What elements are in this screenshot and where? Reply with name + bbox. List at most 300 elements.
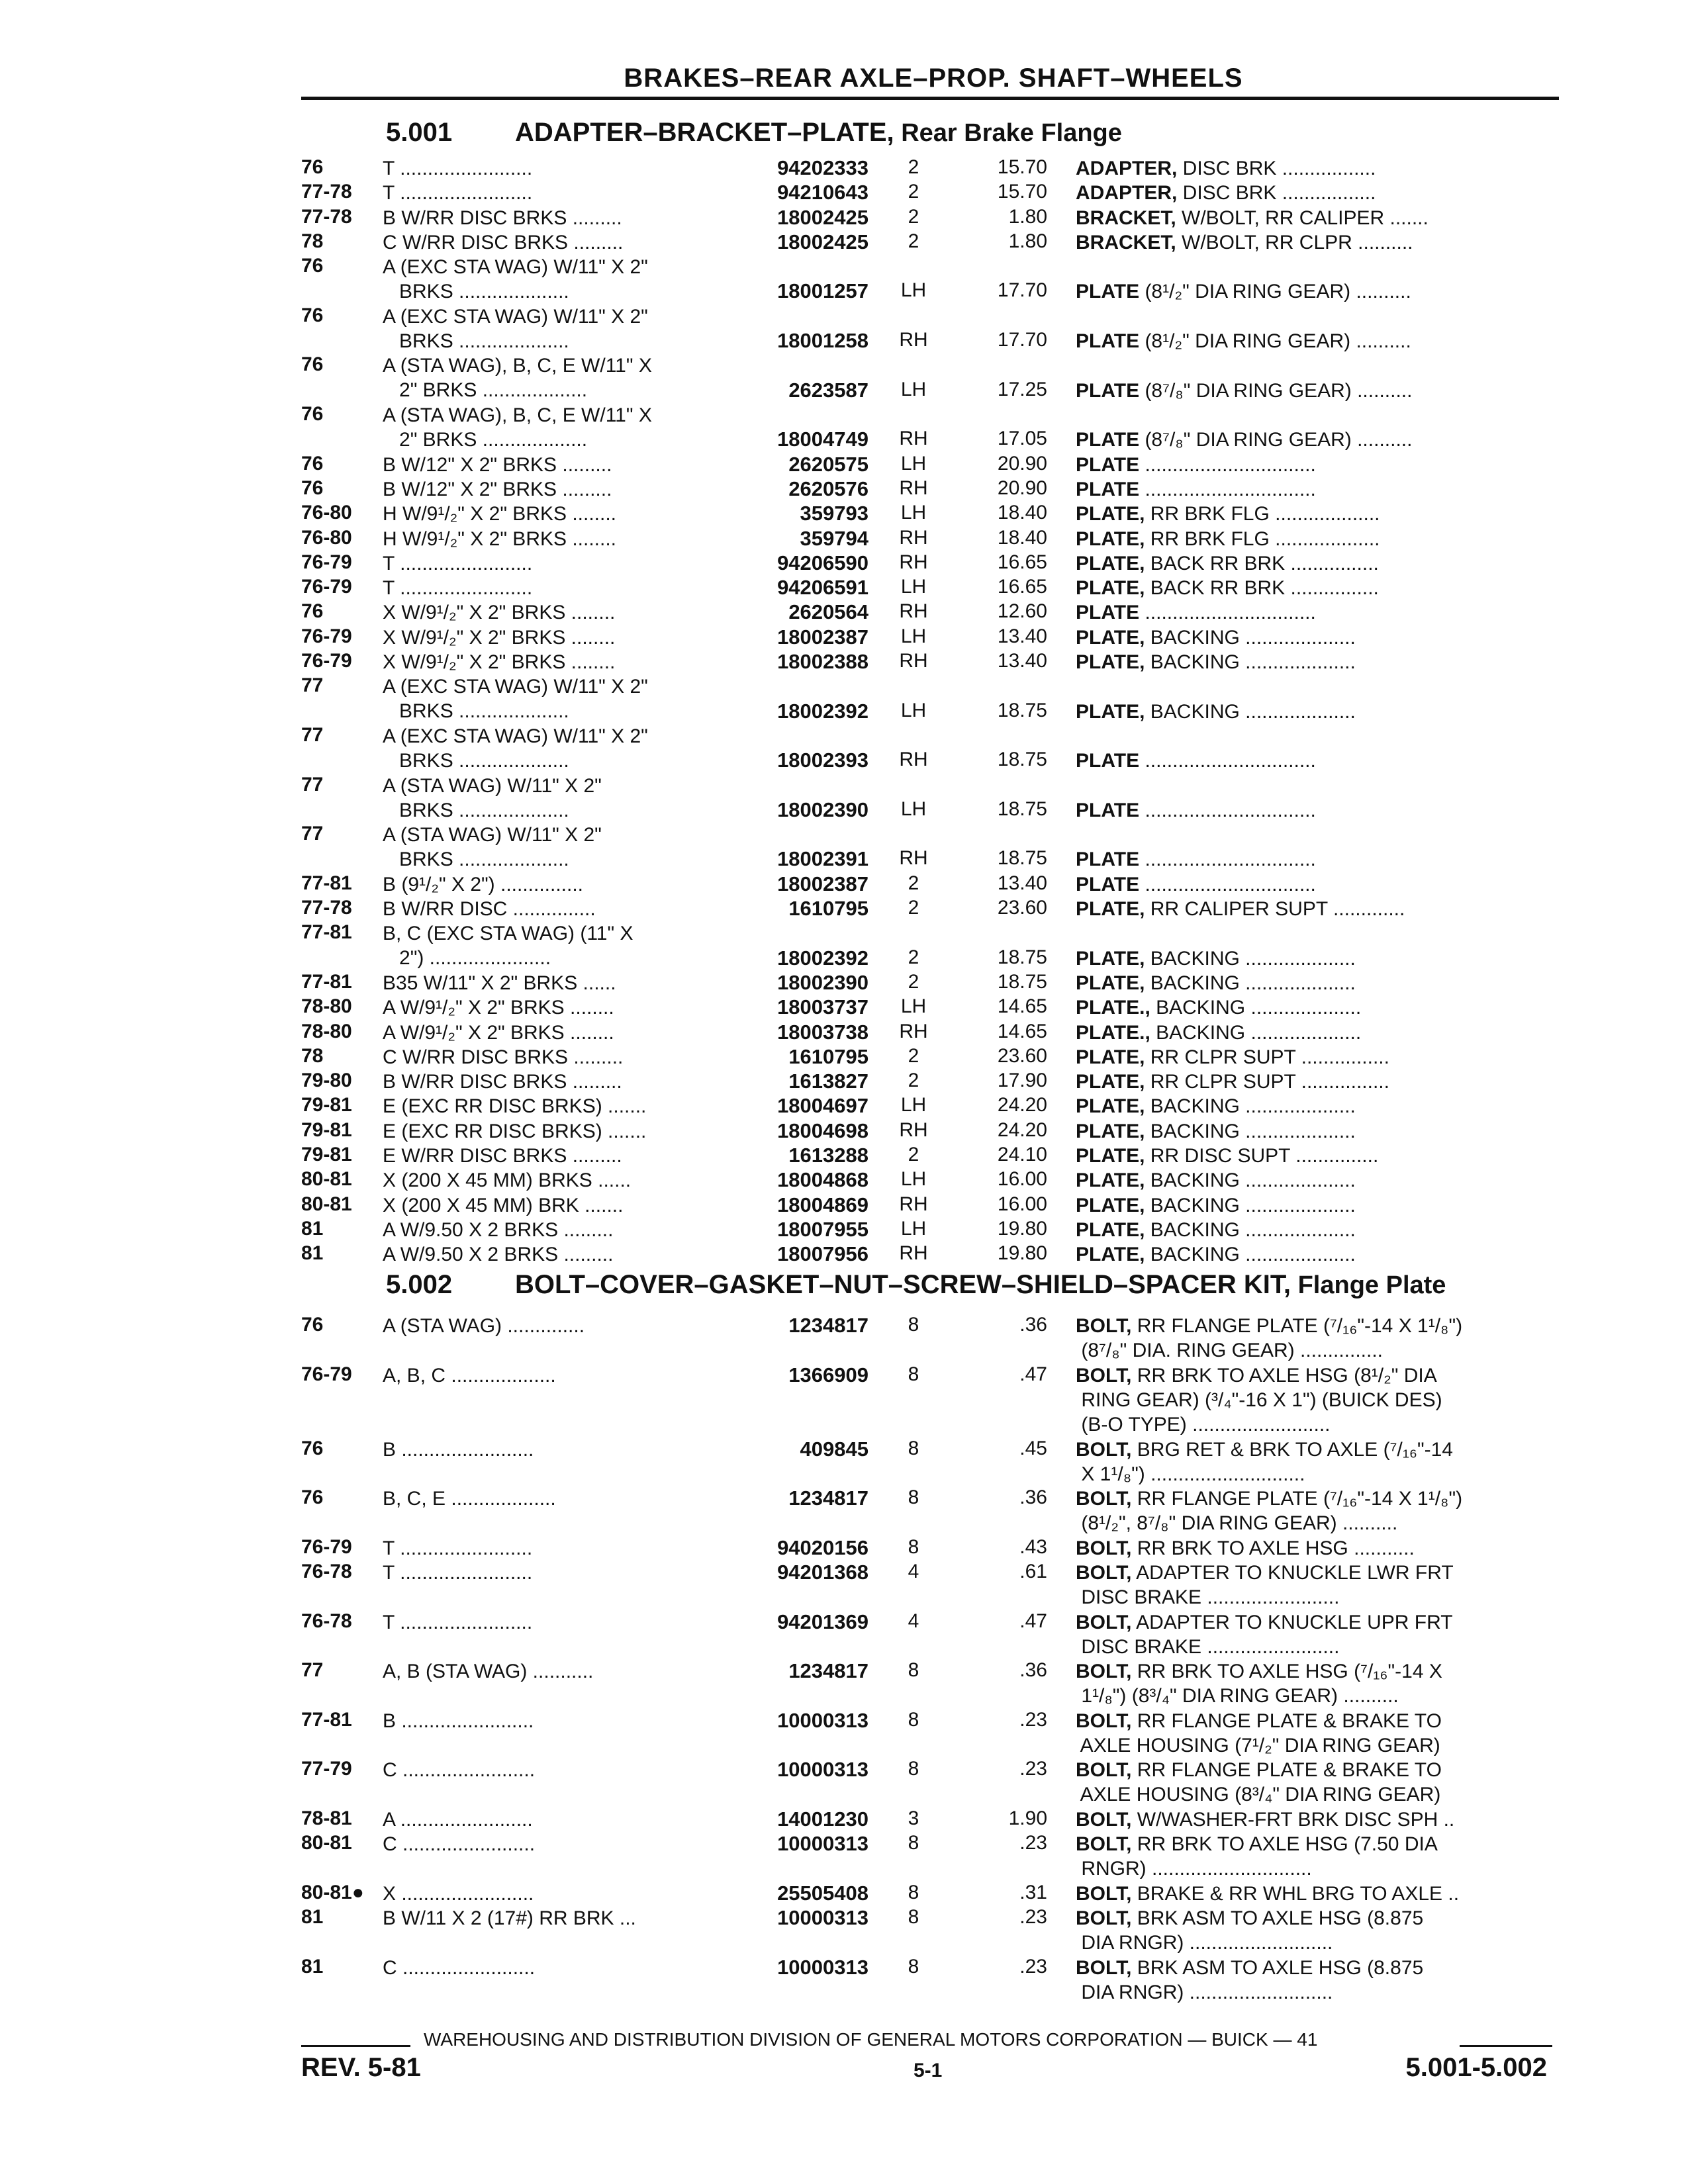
name-line [1076, 749, 1549, 773]
application-desc [383, 1314, 733, 1338]
section-heading [386, 1270, 1446, 1300]
model-year: 76 [301, 255, 324, 277]
model-year: 77-78 [301, 181, 352, 203]
name-detail: BACKING .................... [1145, 651, 1356, 673]
desc-line: C ........................ [383, 1759, 536, 1782]
table-row [0, 453, 1688, 477]
name-detail: AXLE HOUSING (8³/₄" DIA RING GEAR) [1076, 1784, 1441, 1806]
name-keyword: PLATE, [1076, 552, 1145, 574]
name-line [1076, 1906, 1549, 1931]
name-detail: W/WASHER-FRT BRK DISC SPH .. [1131, 1809, 1455, 1831]
name-detail: ............................... [1139, 799, 1316, 821]
table-row [0, 1363, 1688, 1437]
desc-line: E (EXC RR DISC BRKS) ....... [383, 1095, 647, 1118]
name-detail: BACKING .................... [1145, 1194, 1356, 1216]
part-number: 94206590 [777, 551, 868, 574]
name-keyword: PLATE [1076, 453, 1140, 476]
name-keyword: PLATE [1076, 750, 1140, 772]
name-line [1076, 1218, 1549, 1242]
name-keyword: BOLT, [1076, 1364, 1132, 1387]
name-detail: RR BRK TO AXLE HSG ........... [1131, 1537, 1415, 1559]
quantity: 8 [908, 1906, 919, 1929]
desc-line: A W/9¹/₂" X 2" BRKS ........ [383, 997, 614, 1019]
model-year: 77-78 [301, 897, 352, 919]
name-keyword: BOLT, [1076, 1611, 1132, 1633]
part-number: 18002425 [777, 230, 868, 253]
desc-line: A ........................ [383, 1809, 533, 1831]
application-desc [383, 823, 733, 872]
desc-line: X (200 X 45 MM) BRK ....... [383, 1194, 624, 1216]
desc-line: BRKS .................... [383, 330, 569, 352]
part-name [1076, 1144, 1549, 1168]
part-name [1076, 1021, 1549, 1045]
name-line [1076, 1069, 1549, 1094]
application-desc [383, 230, 733, 255]
model-year: 81 [301, 1906, 324, 1929]
part-name [1076, 576, 1549, 600]
quantity: RH [899, 1193, 928, 1215]
desc-line: B W/RR DISC ............... [383, 898, 596, 920]
quantity: LH [900, 797, 927, 820]
table-row [0, 1218, 1688, 1242]
price: 19.80 [997, 1217, 1047, 1240]
section-subtitle: Rear Brake Flange [894, 119, 1122, 147]
part-name [1076, 1119, 1549, 1144]
name-line [1076, 650, 1549, 674]
desc-line: X W/9¹/₂" X 2" BRKS ........ [383, 651, 616, 673]
model-year: 77-78 [301, 205, 352, 228]
model-year: 80-81 [301, 1168, 352, 1191]
name-detail: BRAKE & RR WHL BRG TO AXLE .. [1131, 1882, 1460, 1905]
price: .36 [1019, 1486, 1047, 1509]
name-line [1076, 1462, 1549, 1486]
table-row [0, 1486, 1688, 1536]
part-number: 18004698 [777, 1118, 868, 1142]
model-year: 78 [301, 1044, 324, 1067]
table-row [0, 1536, 1688, 1561]
desc-line: A (STA WAG), B, C, E W/11" X [383, 355, 652, 377]
application-desc [383, 1069, 733, 1094]
name-detail: DISC BRK ................. [1177, 158, 1376, 179]
price: .61 [1019, 1561, 1047, 1582]
quantity: RH [899, 847, 928, 870]
table-row [0, 1758, 1688, 1807]
name-detail: BACKING .................... [1145, 1095, 1356, 1118]
name-keyword: BOLT, [1076, 1809, 1132, 1831]
model-year: 79-81 [301, 1118, 352, 1141]
section-title: BOLT–COVER–GASKET–NUT–SCREW–SHIELD–SPACER KIT, [515, 1270, 1291, 1299]
part-name [1076, 1486, 1549, 1535]
part-number: 10000313 [777, 1906, 868, 1930]
quantity: RH [899, 650, 928, 672]
section-range: 5.001-5.002 [1405, 2053, 1547, 2082]
revision-label: REV. 5-81 [301, 2053, 421, 2082]
name-line [1076, 1758, 1549, 1782]
name-line [1076, 453, 1549, 477]
application-desc [383, 1168, 733, 1193]
table-row [0, 625, 1688, 650]
model-year: 76 [301, 403, 324, 425]
price: 23.60 [997, 1044, 1047, 1067]
application-desc [383, 304, 733, 353]
name-keyword: PLATE, [1076, 1194, 1145, 1216]
application-desc [383, 600, 733, 625]
part-number: 94201368 [777, 1561, 868, 1584]
quantity: RH [899, 1242, 928, 1265]
name-detail: ............................... [1139, 750, 1316, 772]
quantity: 8 [908, 1659, 919, 1682]
application-desc [383, 453, 733, 477]
name-keyword: PLATE [1076, 478, 1140, 500]
desc-line: B (9¹/₂" X 2") ............... [383, 873, 584, 895]
part-name [1076, 1536, 1549, 1561]
price: .47 [1019, 1610, 1047, 1632]
part-name [1076, 527, 1549, 551]
model-year: 80-81● [301, 1881, 364, 1903]
application-desc [383, 353, 733, 402]
application-desc [383, 1021, 733, 1045]
desc-line: 2") ...................... [383, 947, 551, 970]
name-detail: DIA RNGR) .......................... [1076, 1981, 1333, 2003]
desc-line: 2" BRKS ................... [383, 379, 588, 402]
application-desc [383, 477, 733, 502]
name-line [1076, 1045, 1549, 1069]
price: .23 [1019, 1708, 1047, 1731]
name-detail: BRK ASM TO AXLE HSG (8.875 [1131, 1956, 1424, 1979]
part-number: 94201369 [777, 1610, 868, 1633]
application-desc [383, 1758, 733, 1782]
price: 19.80 [997, 1242, 1047, 1265]
price: 13.40 [997, 625, 1047, 647]
desc-line: B W/RR DISC BRKS ......... [383, 206, 622, 229]
name-keyword: PLATE, [1076, 1244, 1145, 1266]
desc-line: C ........................ [383, 1956, 536, 1979]
part-number: 10000313 [777, 1832, 868, 1856]
part-number: 94020156 [777, 1535, 868, 1559]
name-detail: BRG RET & BRK TO AXLE (⁷/₁₆"-14 [1131, 1438, 1453, 1461]
application-desc [383, 206, 733, 230]
part-name [1076, 1956, 1549, 2005]
name-line [1076, 1610, 1549, 1635]
name-line [1076, 798, 1549, 823]
part-number: 359793 [800, 502, 868, 525]
name-detail: BRK ASM TO AXLE HSG (8.875 [1131, 1907, 1424, 1930]
name-detail: BACKING .................... [1145, 1169, 1356, 1192]
model-year: 77 [301, 773, 324, 796]
desc-line: X W/9¹/₂" X 2" BRKS ........ [383, 602, 616, 624]
price: 16.65 [997, 576, 1047, 598]
model-year: 77-81 [301, 921, 352, 944]
part-name [1076, 1045, 1549, 1069]
desc-line: C W/RR DISC BRKS ......... [383, 1046, 624, 1068]
price: 15.70 [997, 181, 1047, 203]
name-keyword: PLATE, [1076, 1145, 1145, 1167]
application-desc [383, 1832, 733, 1856]
name-line [1076, 1931, 1549, 1955]
part-name [1076, 1168, 1549, 1193]
desc-line: BRKS .................... [383, 700, 569, 723]
quantity: 8 [908, 1437, 919, 1459]
part-number: 18002387 [777, 625, 868, 649]
part-number: 18002390 [777, 797, 868, 821]
part-number: 18002392 [777, 946, 868, 970]
name-line [1076, 1882, 1549, 1906]
quantity: 2 [908, 156, 919, 178]
price: 17.25 [997, 378, 1047, 400]
model-year: 76-79 [301, 1535, 352, 1558]
desc-line: A (STA WAG) W/11" X 2" [383, 824, 602, 846]
section-number: 5.002 [386, 1270, 453, 1299]
table-row [0, 206, 1688, 230]
name-line [1076, 1635, 1549, 1659]
name-line [1076, 1486, 1549, 1511]
name-line [1076, 700, 1549, 724]
application-desc [383, 872, 733, 897]
part-name [1076, 1437, 1549, 1486]
quantity: LH [900, 995, 927, 1018]
quantity: 4 [908, 1610, 919, 1632]
model-year: 81 [301, 1955, 324, 1978]
price: .23 [1019, 1832, 1047, 1854]
quantity: RH [899, 749, 928, 771]
name-line [1076, 1242, 1549, 1267]
name-keyword: PLATE, [1076, 577, 1145, 600]
price: 18.75 [997, 797, 1047, 820]
table-row [0, 1882, 1688, 1906]
price: 1.80 [1008, 205, 1047, 228]
application-desc [383, 1144, 733, 1168]
part-number: 94210643 [777, 181, 868, 205]
name-line [1076, 1314, 1549, 1338]
name-keyword: PLATE, [1076, 527, 1145, 550]
application-desc [383, 1807, 733, 1832]
part-number: 18004868 [777, 1168, 868, 1192]
quantity: 8 [908, 1363, 919, 1385]
application-desc [383, 650, 733, 674]
model-year: 76-78 [301, 1561, 352, 1582]
price: .45 [1019, 1437, 1047, 1459]
part-number: 18002388 [777, 650, 868, 673]
table-row [0, 1906, 1688, 1956]
application-desc [383, 921, 733, 970]
quantity: LH [900, 279, 927, 302]
name-detail: BACK RR BRK ................ [1145, 577, 1379, 600]
part-name [1076, 453, 1549, 477]
model-year: 77 [301, 723, 324, 746]
part-number: 18002387 [777, 872, 868, 895]
name-keyword: PLATE., [1076, 1021, 1150, 1044]
part-name [1076, 1242, 1549, 1267]
name-detail: DISC BRK ................. [1177, 182, 1376, 205]
table-row [0, 477, 1688, 502]
model-year: 76 [301, 353, 324, 376]
part-number: 94202333 [777, 156, 868, 179]
name-detail: BACKING .................... [1150, 1021, 1362, 1044]
name-keyword: PLATE, [1076, 947, 1145, 970]
table-row [0, 1094, 1688, 1118]
name-line [1076, 230, 1549, 255]
name-keyword: PLATE [1076, 799, 1140, 821]
desc-line: T ........................ [383, 577, 533, 600]
name-detail: W/BOLT, RR CLPR .......... [1176, 231, 1413, 253]
name-detail: BACKING .................... [1145, 1120, 1356, 1142]
quantity: 3 [908, 1807, 919, 1829]
model-year: 81 [301, 1217, 324, 1240]
part-name [1076, 1758, 1549, 1807]
quantity: 2 [908, 205, 919, 228]
name-detail: BACKING .................... [1145, 1244, 1356, 1266]
name-detail: (8¹/₂" DIA RING GEAR) .......... [1139, 281, 1411, 303]
model-year: 76 [301, 477, 324, 499]
model-year: 76-79 [301, 650, 352, 672]
price: 14.65 [997, 1020, 1047, 1042]
name-line [1076, 625, 1549, 650]
part-name [1076, 1069, 1549, 1094]
price: 18.75 [997, 970, 1047, 993]
name-line [1076, 1412, 1549, 1437]
quantity: LH [900, 502, 927, 524]
model-year: 76-79 [301, 625, 352, 647]
quantity: LH [900, 1217, 927, 1240]
part-number: 1610795 [788, 897, 868, 920]
application-desc [383, 1906, 733, 1931]
price: .23 [1019, 1906, 1047, 1929]
name-line [1076, 156, 1549, 181]
desc-line: A W/9.50 X 2 BRKS ......... [383, 1244, 614, 1266]
name-keyword: PLATE [1076, 281, 1140, 303]
name-line [1076, 1684, 1549, 1708]
desc-line: E (EXC RR DISC BRKS) ....... [383, 1120, 647, 1142]
part-number: 18004749 [777, 428, 868, 451]
desc-line: A (STA WAG) W/11" X 2" [383, 774, 602, 797]
name-detail: AXLE HOUSING (7¹/₂" DIA RING GEAR) [1076, 1734, 1440, 1756]
name-detail: RR CALIPER SUPT ............. [1145, 898, 1405, 920]
model-year: 77-81 [301, 1708, 352, 1731]
quantity: 8 [908, 1955, 919, 1978]
quantity: RH [899, 551, 928, 573]
quantity: RH [899, 600, 928, 623]
part-number: 2620575 [788, 452, 868, 476]
price: 24.10 [997, 1144, 1047, 1165]
model-year: 76-79 [301, 576, 352, 598]
table-row [0, 181, 1688, 205]
model-year: 76 [301, 304, 324, 326]
name-detail: DISC BRAKE ........................ [1076, 1586, 1340, 1608]
name-keyword: PLATE, [1076, 1071, 1145, 1093]
price: 16.00 [997, 1168, 1047, 1191]
name-line [1076, 1144, 1549, 1168]
name-detail: ............................... [1139, 873, 1316, 895]
name-keyword: PLATE, [1076, 972, 1145, 994]
name-keyword: PLATE., [1076, 997, 1150, 1019]
name-keyword: PLATE [1076, 429, 1140, 451]
application-desc [383, 255, 733, 304]
part-number: 2623587 [788, 378, 868, 402]
table-row [0, 1069, 1688, 1094]
table-row [0, 1144, 1688, 1168]
part-number: 2620564 [788, 600, 868, 624]
price: 17.70 [997, 279, 1047, 302]
name-keyword: BOLT, [1076, 1709, 1132, 1732]
name-detail: RR BRK FLG ................... [1145, 527, 1380, 550]
table-row [0, 872, 1688, 897]
desc-line: B W/RR DISC BRKS ......... [383, 1071, 622, 1093]
name-detail: DIA RNGR) .......................... [1076, 1932, 1333, 1954]
part-name [1076, 1807, 1549, 1832]
part-number: 18001257 [777, 279, 868, 303]
application-desc [383, 403, 733, 452]
name-detail: RR CLPR SUPT ................ [1145, 1046, 1389, 1068]
part-name [1076, 847, 1549, 872]
price: 20.90 [997, 477, 1047, 499]
desc-line: T ........................ [383, 552, 533, 574]
desc-line: A, B (STA WAG) ........... [383, 1661, 594, 1683]
name-line [1076, 1021, 1549, 1045]
name-detail: BACKING .................... [1145, 972, 1356, 994]
application-desc [383, 551, 733, 576]
name-detail: (8⁷/₈" DIA RING GEAR) .......... [1139, 379, 1413, 402]
part-name [1076, 700, 1549, 724]
desc-line: T ........................ [383, 182, 533, 205]
price: 18.75 [997, 946, 1047, 968]
part-name [1076, 379, 1549, 403]
price: 18.75 [997, 699, 1047, 721]
part-number: 1613827 [788, 1069, 868, 1093]
name-line [1076, 995, 1549, 1020]
header-rule [301, 97, 1559, 100]
part-name [1076, 1314, 1549, 1363]
quantity: 2 [908, 1069, 919, 1092]
table-row [0, 551, 1688, 576]
desc-line: X W/9¹/₂" X 2" BRKS ........ [383, 626, 616, 649]
price: 1.80 [1008, 230, 1047, 252]
model-year: 76-80 [301, 502, 352, 524]
name-keyword: BOLT, [1076, 1438, 1132, 1461]
part-name [1076, 946, 1549, 971]
name-line [1076, 847, 1549, 872]
price: 13.40 [997, 872, 1047, 894]
desc-line: B, C (EXC STA WAG) (11" X [383, 923, 633, 945]
table-row [0, 921, 1688, 971]
price: 24.20 [997, 1118, 1047, 1141]
name-line [1076, 971, 1549, 995]
part-number: 18003737 [777, 995, 868, 1019]
name-line [1076, 1733, 1549, 1758]
desc-line: A (STA WAG) .............. [383, 1315, 585, 1337]
model-year: 79-81 [301, 1144, 352, 1165]
part-name [1076, 1363, 1549, 1437]
part-name [1076, 1193, 1549, 1218]
application-desc [383, 1536, 733, 1561]
model-year: 80-81 [301, 1193, 352, 1215]
price: 18.40 [997, 526, 1047, 549]
desc-line: B35 W/11" X 2" BRKS ...... [383, 972, 616, 994]
desc-line: H W/9¹/₂" X 2" BRKS ........ [383, 527, 617, 550]
name-line [1076, 1980, 1549, 2005]
table-row [0, 403, 1688, 453]
name-detail: RR BRK TO AXLE HSG (⁷/₁₆"-14 X [1131, 1661, 1442, 1683]
price: .47 [1019, 1363, 1047, 1385]
name-keyword: PLATE, [1076, 1169, 1145, 1192]
quantity: 4 [908, 1561, 919, 1582]
table-row [0, 255, 1688, 304]
name-line [1076, 1807, 1549, 1832]
name-keyword: BOLT, [1076, 1907, 1132, 1930]
table-row [0, 527, 1688, 551]
part-number: 18004869 [777, 1193, 868, 1216]
desc-line: B W/12" X 2" BRKS ......... [383, 478, 612, 500]
name-line [1076, 1585, 1549, 1610]
